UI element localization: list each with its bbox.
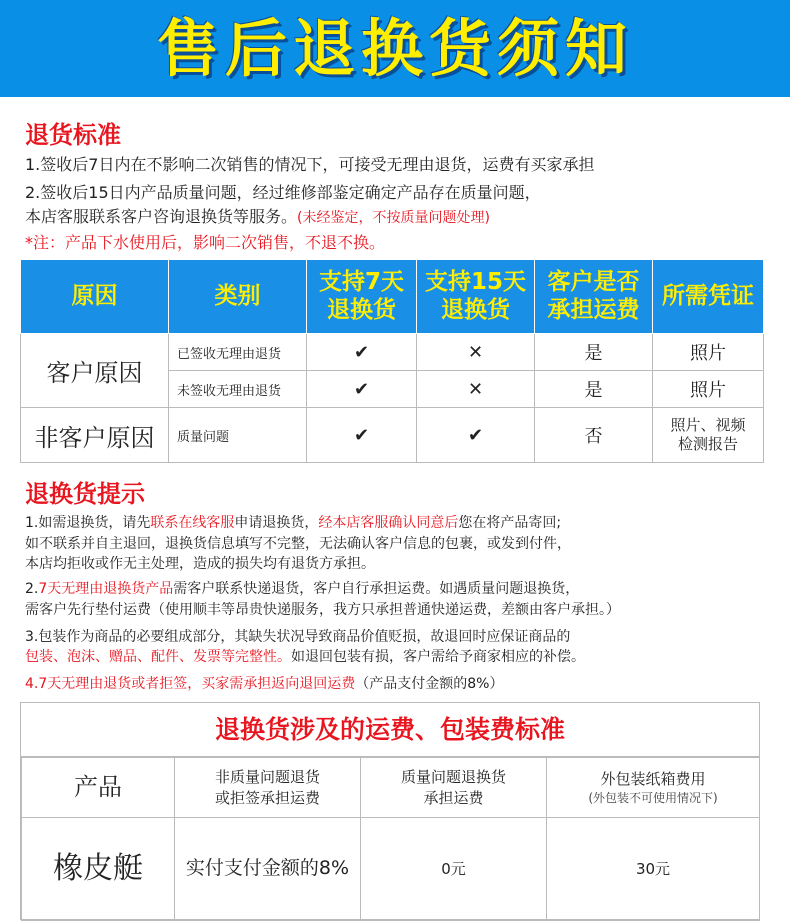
policy-header-shipping: 客户是否 承担运费 bbox=[535, 260, 653, 334]
fee-header-quality-line-1: 质量问题退换货 bbox=[400, 768, 506, 787]
fee-product-name: 橡皮艇 bbox=[22, 818, 175, 921]
shipping-cell: 是 bbox=[535, 334, 653, 371]
checkmark-icon: ✔ bbox=[307, 334, 417, 371]
proof-cell: 照片、视频 检测报告 bbox=[653, 408, 764, 463]
tip-4-highlight: 4.7天无理由退货或者拒签，买家需承担返向退回运费 bbox=[25, 676, 356, 692]
fee-packaging-value: 30元 bbox=[547, 818, 760, 921]
fee-nonquality-value: 实付支付金额的8% bbox=[175, 818, 361, 921]
category-cell: 已签收无理由退货 bbox=[169, 334, 307, 371]
tip-1-confirm: 经本店客服确认同意后 bbox=[318, 515, 459, 531]
tip-2-text: 2. bbox=[25, 581, 39, 597]
policy-table-header-row bbox=[21, 260, 764, 334]
proof-cell: 照片 bbox=[653, 334, 764, 371]
tip-4-text: （产品支付金额的8%） bbox=[355, 676, 504, 692]
return-standard-line-2: 2.签收后15日内产品质量问题，经过维修部鉴定确定产品存在质量问题， bbox=[25, 183, 541, 202]
tip-3-line-2 bbox=[25, 646, 585, 666]
fee-table-header-row bbox=[22, 758, 760, 818]
policy-header-reason: 原因 bbox=[21, 260, 169, 334]
header-banner bbox=[0, 0, 790, 97]
table-row bbox=[22, 818, 760, 921]
tip-2-highlight: 7天无理由退换货产品 bbox=[38, 581, 174, 597]
tips-title: 退换货提示 bbox=[25, 480, 145, 508]
return-standard-title: 退货标准 bbox=[25, 121, 121, 149]
return-standard-line-1: 1.签收后7日内在不影响二次销售的情况下，可接受无理由退货，运费有买家承担 bbox=[25, 155, 595, 174]
return-standard-line-3-text: 本店客服联系客户咨询退换货等服务。 bbox=[25, 207, 298, 226]
tip-1-text: 申请退换货， bbox=[234, 515, 319, 531]
return-standard-line-3-note: (未经鉴定，不按质量问题处理) bbox=[297, 210, 490, 226]
cross-icon: ✕ bbox=[417, 334, 535, 371]
proof-cell: 照片 bbox=[653, 371, 764, 408]
fee-table-grid bbox=[21, 757, 760, 921]
tip-2-line-1 bbox=[25, 578, 579, 598]
fee-header-packaging-line-1: 外包装纸箱费用 bbox=[600, 770, 706, 789]
shipping-cell: 否 bbox=[535, 408, 653, 463]
checkmark-icon: ✔ bbox=[417, 408, 535, 463]
fee-header-quality bbox=[361, 758, 547, 818]
shipping-cell: 是 bbox=[535, 371, 653, 408]
return-standard-line-3 bbox=[25, 204, 490, 227]
tip-2-text: 需客户联系快递退货，客户自行承担运费。如遇质量问题退换货， bbox=[173, 581, 580, 597]
fee-header-quality-line-2: 承担运费 bbox=[423, 788, 484, 807]
fee-table bbox=[20, 702, 760, 920]
tip-3-text: 如退回包装有损，客户需给予商家相应的补偿。 bbox=[291, 649, 585, 665]
reason-cell: 非客户原因 bbox=[21, 408, 169, 463]
tip-1-contact: 联系在线客服 bbox=[150, 515, 235, 531]
fee-quality-value: 0元 bbox=[361, 818, 547, 921]
cross-icon: ✕ bbox=[417, 371, 535, 408]
policy-header-category: 类别 bbox=[169, 260, 307, 334]
fee-header-product: 产品 bbox=[22, 758, 175, 818]
tip-1-line-3: 本店均拒收或作无主处理，造成的损失均有退货方承担。 bbox=[25, 556, 375, 572]
fee-header-nonquality-line-2: 或拒签承担运费 bbox=[214, 788, 320, 807]
fee-header-nonquality bbox=[175, 758, 361, 818]
fee-header-nonquality-line-1: 非质量问题退货 bbox=[214, 768, 320, 787]
tip-1-text: 1.如需退换货，请先 bbox=[25, 515, 151, 531]
fee-header-packaging bbox=[547, 758, 760, 818]
fee-table-title: 退换货涉及的运费、包装费标准 bbox=[21, 703, 759, 757]
policy-table bbox=[20, 259, 764, 463]
tip-2-line-2: 需客户先行垫付运费（使用顺丰等昂贵快递服务，我方只承担普通快递运费，差额由客户承担。） bbox=[25, 602, 620, 618]
tip-1-line-2: 如不联系并自主退回，退换货信息填写不完整，无法确认客户信息的包裹，或发到付件， bbox=[25, 536, 571, 552]
tip-3-line-1: 3.包装作为商品的必要组成部分，其缺失状况导致商品价值贬损，故退回时应保证商品的 bbox=[25, 629, 571, 645]
checkmark-icon: ✔ bbox=[307, 371, 417, 408]
table-row bbox=[21, 334, 764, 371]
tip-4-line bbox=[25, 673, 503, 693]
page-title: 售后退换货须知 bbox=[156, 12, 633, 85]
reason-cell: 客户原因 bbox=[21, 334, 169, 408]
policy-header-15day: 支持15天 退换货 bbox=[417, 260, 535, 334]
policy-header-proof: 所需凭证 bbox=[653, 260, 764, 334]
checkmark-icon: ✔ bbox=[307, 408, 417, 463]
tip-1-line-1 bbox=[25, 512, 561, 532]
fee-header-packaging-line-2: (外包装不可使用情况下) bbox=[588, 790, 718, 805]
category-cell: 未签收无理由退货 bbox=[169, 371, 307, 408]
tip-1-text: 您在将产品寄回; bbox=[458, 515, 562, 531]
return-standard-note: *注：产品下水使用后，影响二次销售，不退不换。 bbox=[25, 233, 386, 252]
policy-header-7day: 支持7天 退换货 bbox=[307, 260, 417, 334]
table-row bbox=[21, 408, 764, 463]
category-cell: 质量问题 bbox=[169, 408, 307, 463]
tip-3-highlight: 包装、泡沫、赠品、配件、发票等完整性。 bbox=[25, 649, 291, 665]
